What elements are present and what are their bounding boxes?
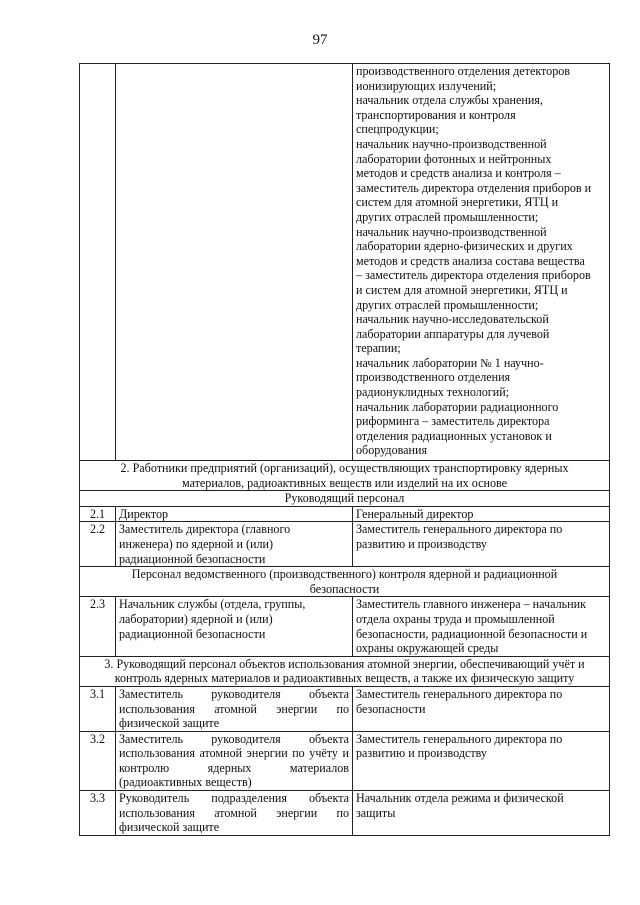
responsible-cell: Начальник отдела режима и физической защиты [353,791,610,836]
table-row [80,597,610,656]
page-number: 97 [312,32,328,48]
position-cell: Директор [116,506,353,522]
table-row [80,686,610,731]
subsection-header-row [80,491,610,507]
section-2-title: 2. Работники предприятий (организаций), осуществляющих транспортировку ядерных материалов, радиоактивных веществ или изделий на их основе [80,461,610,491]
row-number: 2.1 [80,506,116,522]
responsible-cell: Генеральный директор [353,506,610,522]
subsection-control-title: Персонал ведомственного (производственного) контроля ядерной и радиационной безопасности [80,567,610,597]
responsible-cell: производственного отделения детекторов ионизирующих излучений; начальник отдела службы хранения, транспортирования и контроля спецпродукции; начальник научно-производственной лаборатории фотонных и нейтронных методов и средств анализа и контроля – заместитель директора отделения приборов и систем для атомной энергетики, ЯТЦ и других отраслей промышленности; начальник научно-производственной лаборатории ядерно-физических и других методов и средств анализа состава вещества – заместитель директора отделения приборов и систем для атомной энергетики, ЯТЦ и других отраслей промышленности; начальник научно-исследовательской лаборатории аппаратуры для лучевой терапии; начальник лаборатории № 1 научно- производственного отделения радионуклидных технологий; начальник лаборатории радиационного риформинга – заместитель директора отделения радиационных установок и оборудования [353,64,610,461]
responsible-cell: Заместитель генерального директора по безопасности [353,686,610,731]
row-number: 2.3 [80,597,116,656]
row-number: 3.3 [80,791,116,836]
row-number: 3.1 [80,686,116,731]
position-cell [116,64,353,461]
table-row [80,64,610,461]
section-header-row [80,461,610,491]
number-cell [80,64,116,461]
row-number: 2.2 [80,522,116,567]
responsible-cell: Заместитель генерального директора по развитию и производству [353,522,610,567]
positions-table [79,63,610,836]
section-3-title: 3. Руководящий персонал объектов использования атомной энергии, обеспечивающий учёт и контроль ядерных материалов и радиоактивных веществ, а также их физическую защиту [80,656,610,686]
table-row [80,791,610,836]
position-cell: Заместитель директора (главного инженера) по ядерной и (или) радиационной безопасности [116,522,353,567]
table-row [80,506,610,522]
responsible-cell: Заместитель главного инженера – начальник отдела охраны труда и промышленной безопасности, радиационной безопасности и охраны окружающей среды [353,597,610,656]
position-cell: Начальник службы (отдела, группы, лаборатории) ядерной и (или) радиационной безопасности [116,597,353,656]
section-header-row [80,656,610,686]
subsection-management-title: Руководящий персонал [80,491,610,507]
position-cell: Заместитель руководителя объекта использования атомной энергии по учёту и контролю ядерных материалов (радиоактивных веществ) [116,731,353,790]
position-cell: Заместитель руководителя объекта использования атомной энергии по физической защите [116,686,353,731]
row-number: 3.2 [80,731,116,790]
responsible-cell: Заместитель генерального директора по развитию и производству [353,731,610,790]
position-cell: Руководитель подразделения объекта использования атомной энергии по физической защите [116,791,353,836]
table-row [80,522,610,567]
subsection-header-row [80,567,610,597]
table-row [80,731,610,790]
